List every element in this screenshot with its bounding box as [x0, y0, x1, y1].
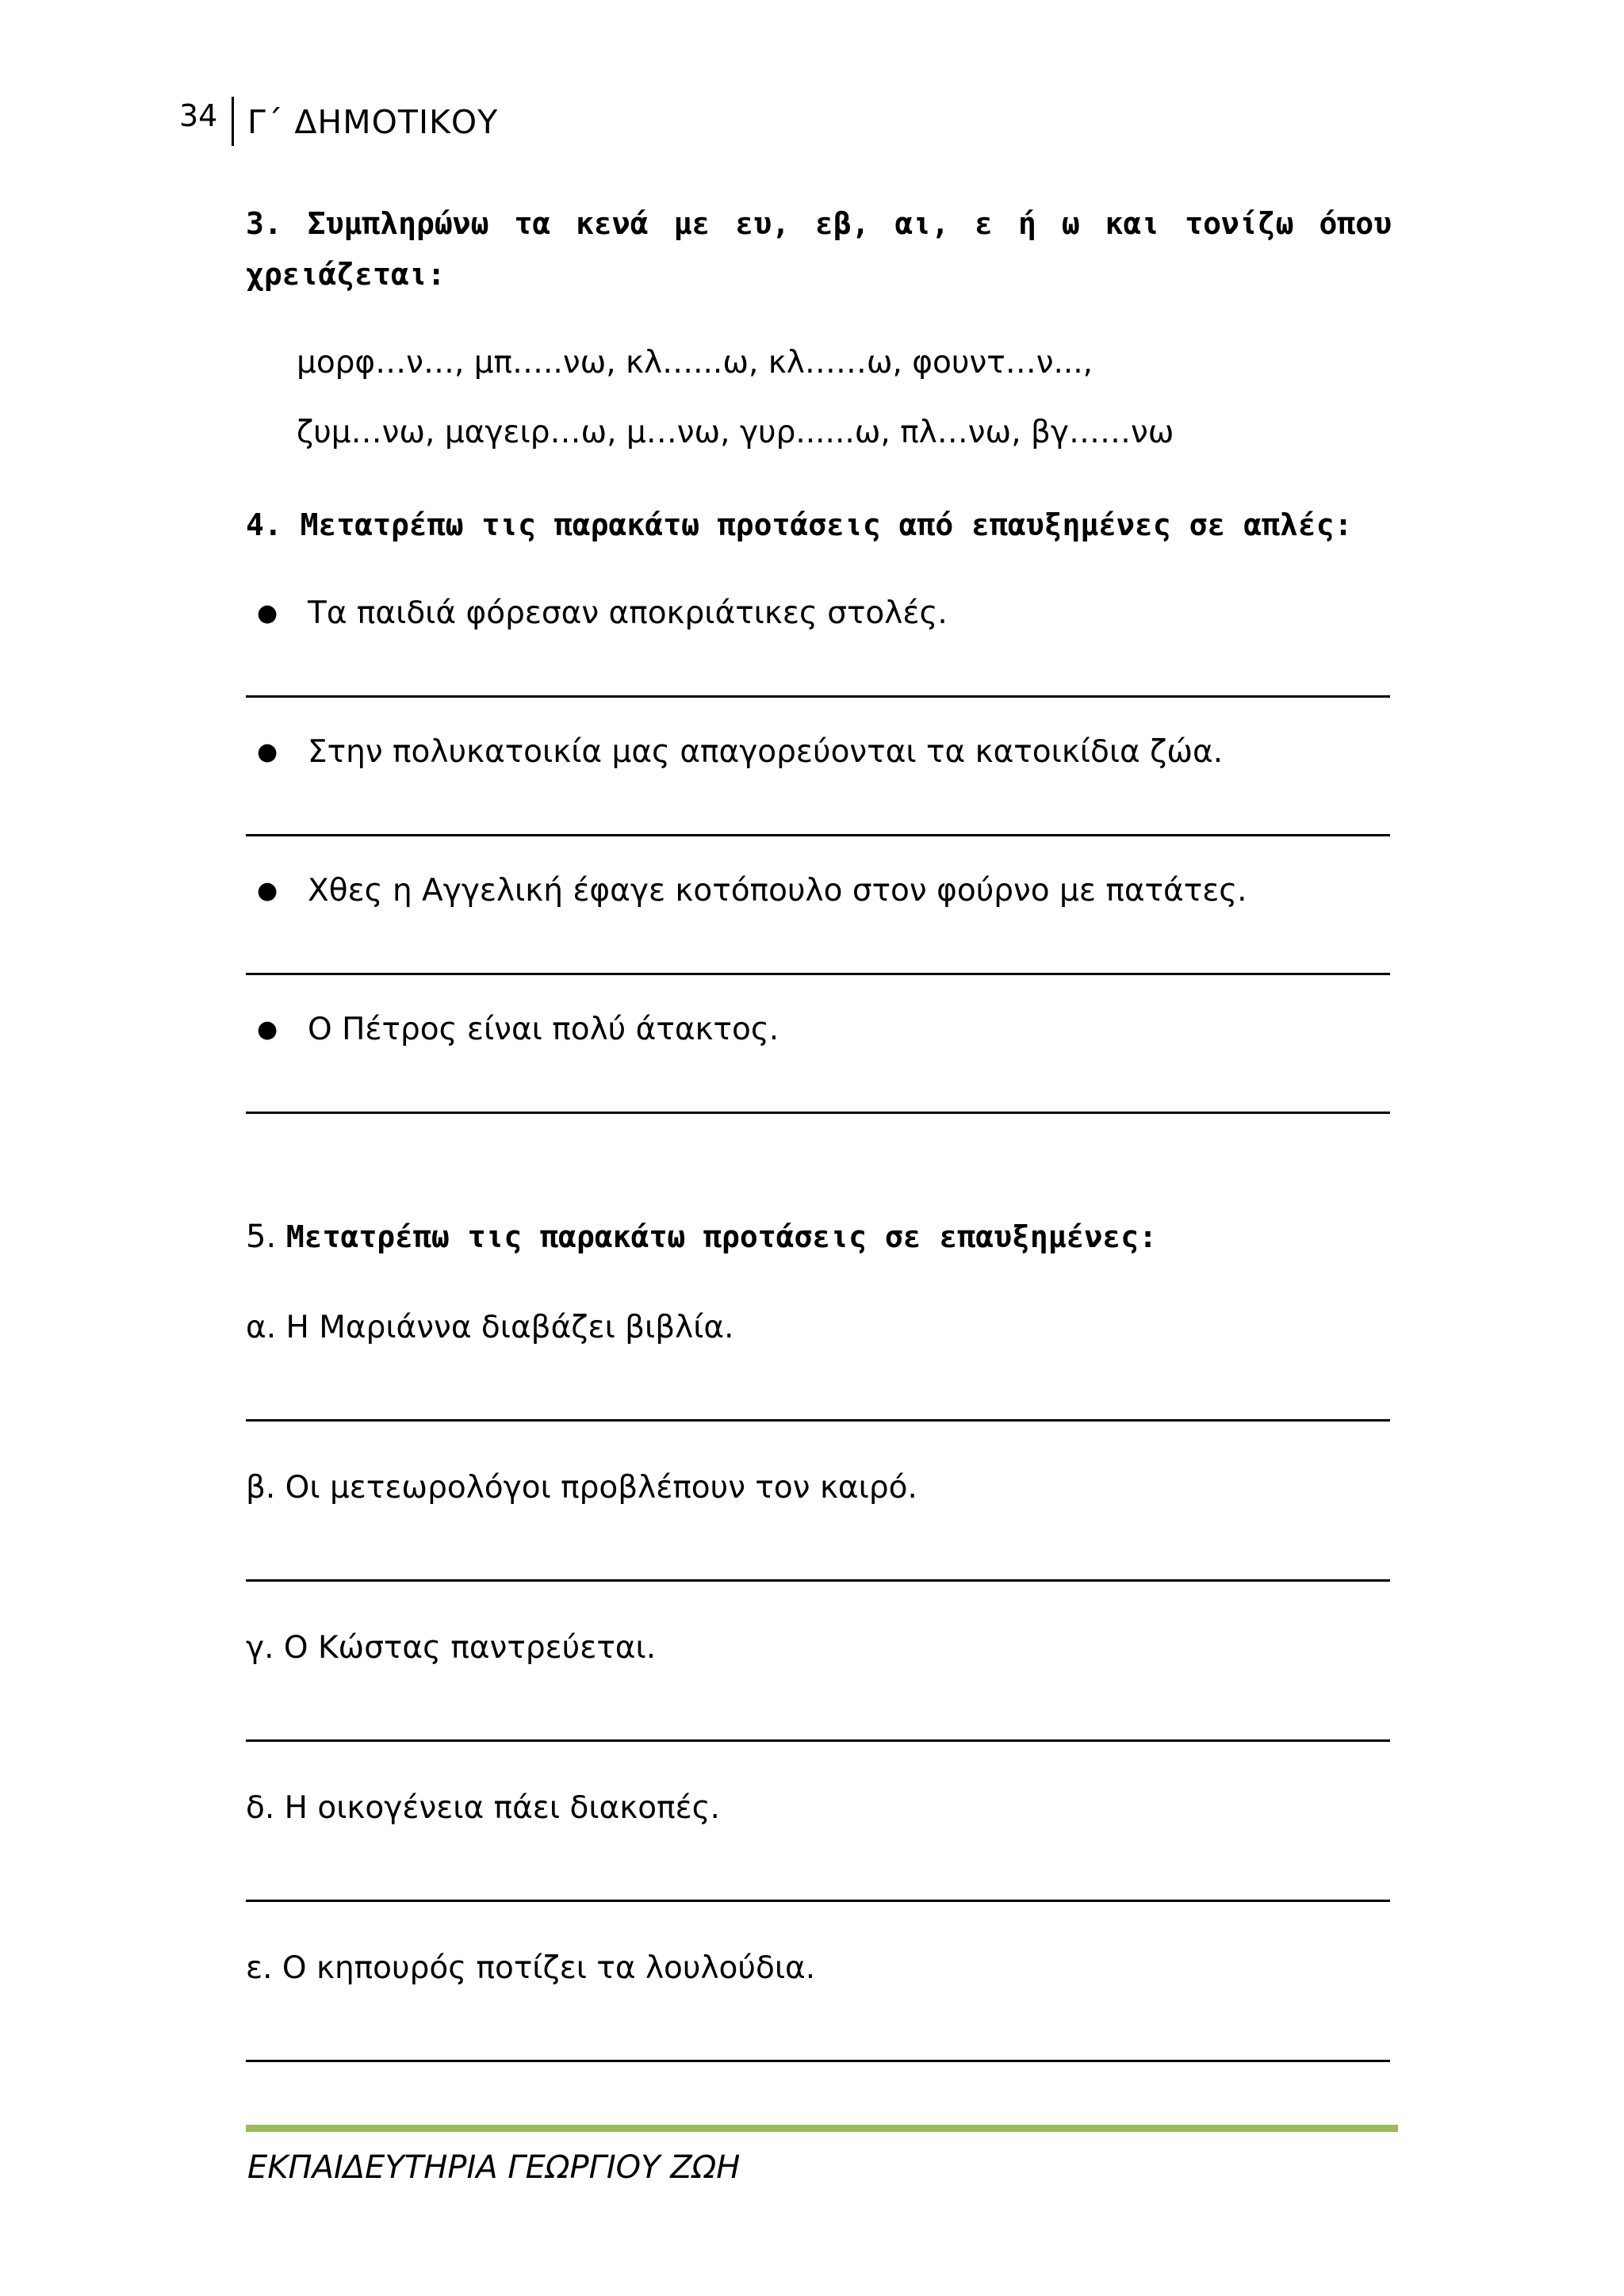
bullet-icon: ● [257, 877, 278, 905]
answer-line[interactable] [246, 1739, 1390, 1742]
answer-line[interactable] [246, 834, 1390, 836]
exercise-4-heading: 4. Μετατρέπω τις παρακάτω προτάσεις από επαυξημένες σε απλές: [246, 507, 1353, 542]
answer-line[interactable] [246, 695, 1390, 698]
exercise-3-words-line-1: μορφ…ν…, μπ…..νω, κλ…...ω, κλ……ω, φουντ…ν..., [297, 345, 1094, 381]
exercise-4-sentence: Τα παιδιά φόρεσαν αποκριάτικες στολές. [308, 595, 948, 631]
exercise-5-heading-text: Μετατρέπω τις παρακάτω προτάσεις σε επαυξημένες: [285, 1219, 1158, 1254]
answer-line[interactable] [246, 1579, 1390, 1582]
footer-text: ΕΚΠΑΙΔΕΥΤΗΡΙΑ ΓΕΩΡΓΙΟΥ ΖΩΗ [247, 2149, 741, 2186]
exercise-5-sentence: ε. Ο κηπουρός ποτίζει τα λουλούδια. [246, 1950, 816, 1986]
exercise-5-sentence: δ. Η οικογένεια πάει διακοπές. [246, 1790, 720, 1826]
answer-line[interactable] [246, 2060, 1390, 2062]
bullet-icon: ● [257, 738, 278, 766]
exercise-3-words-line-2: ζυμ…νω, μαγειρ…ω, μ…νω, γυρ......ω, πλ…νω, βγ……νω [297, 415, 1174, 450]
bullet-icon: ● [257, 599, 278, 627]
exercise-5-heading [246, 1218, 1157, 1256]
exercise-4-sentence: Ο Πέτρος είναι πολύ άτακτος. [308, 1012, 779, 1047]
exercise-5-number: 5. [246, 1219, 286, 1255]
footer-rule [246, 2125, 1398, 2132]
answer-line[interactable] [246, 1419, 1390, 1422]
header-title: Γ΄ ΔΗΜΟΤΙΚΟΥ [247, 103, 499, 141]
bullet-icon: ● [257, 1016, 278, 1043]
exercise-3-heading-continued: χρειάζεται: [246, 257, 446, 292]
exercise-3-heading: 3. Συμπληρώνω τα κενά με ευ, εβ, αι, ε ή ω και τονίζω όπου [246, 206, 1392, 241]
header-divider [232, 97, 234, 146]
exercise-4-sentence: Χθες η Αγγελική έφαγε κοτόπουλο στον φούρνο με πατάτες. [308, 873, 1247, 909]
answer-line[interactable] [246, 1112, 1390, 1114]
exercise-4-sentence: Στην πολυκατοικία μας απαγορεύονται τα κατοικίδια ζώα. [308, 734, 1224, 770]
page-number: 34 [179, 98, 218, 133]
exercise-5-sentence: γ. Ο Κώστας παντρεύεται. [246, 1630, 657, 1666]
exercise-5-sentence: α. Η Μαριάννα διαβάζει βιβλία. [246, 1310, 734, 1345]
answer-line[interactable] [246, 973, 1390, 975]
exercise-5-sentence: β. Οι μετεωρολόγοι προβλέπουν τον καιρό. [246, 1470, 917, 1506]
answer-line[interactable] [246, 1900, 1390, 1902]
